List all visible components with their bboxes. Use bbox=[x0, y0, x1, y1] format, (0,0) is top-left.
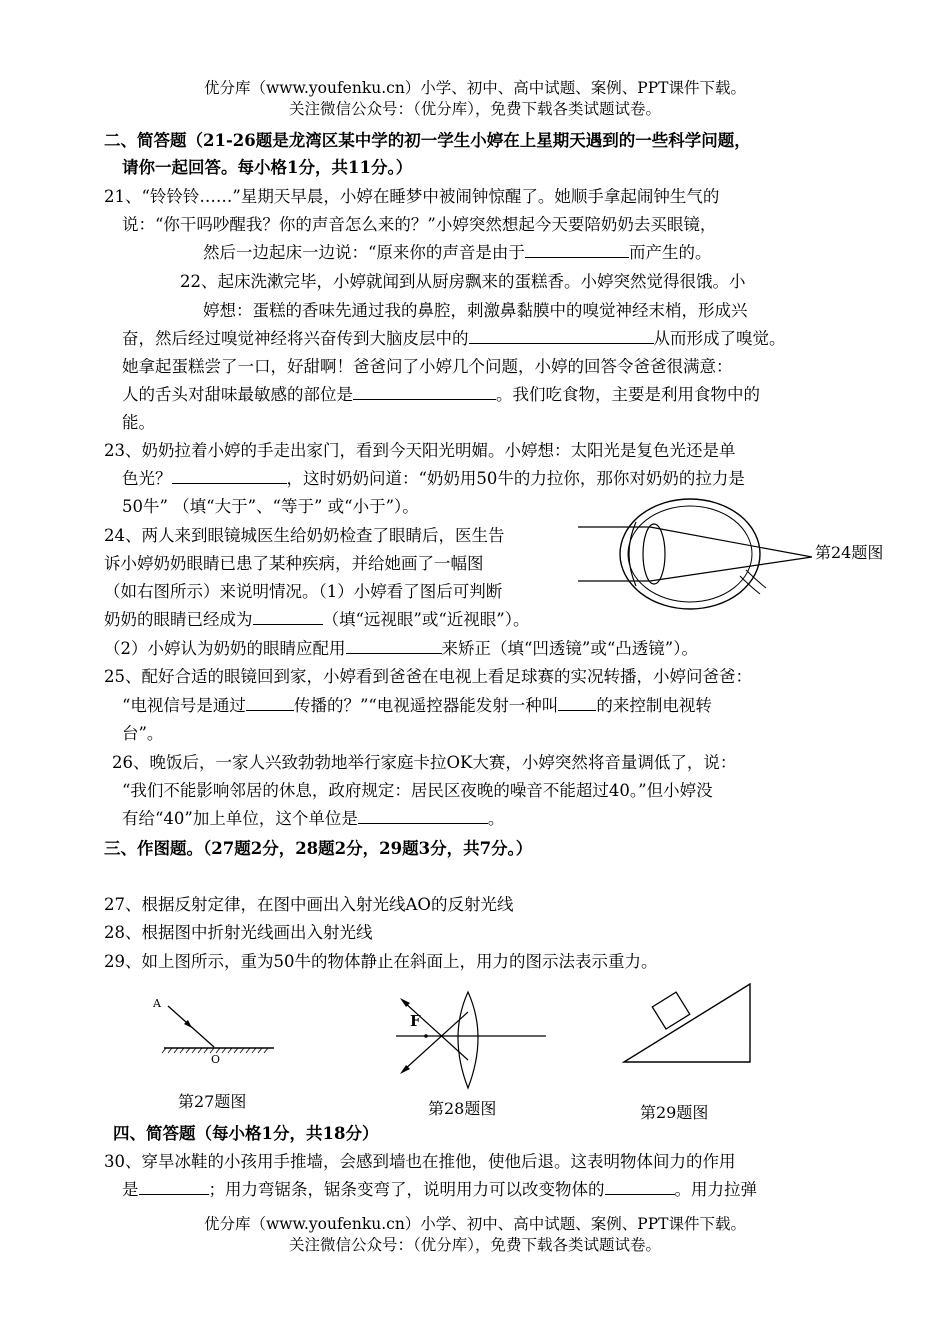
fig29-caption: 第29题图 bbox=[640, 1103, 709, 1122]
fig28-caption: 第28题图 bbox=[428, 1099, 497, 1118]
q22-line1: 22、起床洗漱完毕，小婷就闻到从厨房飘来的蛋糕香。小婷突然觉得很饿。小 bbox=[180, 272, 746, 291]
incline-block-figure bbox=[620, 980, 755, 1065]
fig27-label-a: A bbox=[153, 997, 161, 1010]
fig24-caption: 第24题图 bbox=[815, 543, 884, 562]
q29-text: 29、如上图所示，重为50牛的物体静止在斜面上，用力的图示法表示重力。 bbox=[104, 952, 658, 971]
q25-line2: “电视信号是通过 传播的？”“电视遥控器能发射一种叫 的来控制电视转 bbox=[122, 696, 712, 715]
q24-line5: （2）小婷认为奶奶的眼睛应配用 来矫正（填“凹透镜”或“凸透镜”）。 bbox=[104, 639, 698, 658]
section4-title: 四、简答题（每小格1分，共18分） bbox=[113, 1124, 379, 1143]
q25-answer-blank-1[interactable] bbox=[246, 695, 294, 711]
q22-line3: 奋，然后经过嗅觉神经将兴奋传到大脑皮层中的 从而形成了嗅觉。 bbox=[122, 329, 786, 348]
fig27-caption: 第27题图 bbox=[178, 1092, 247, 1111]
q26-line2: “我们不能影响邻居的休息，政府规定：居民区夜晚的噪音不能超过40。”但小婷没 bbox=[122, 781, 713, 800]
q23-line3: 50牛” （填“大于”、“等于” 或“小于”）。 bbox=[122, 497, 419, 516]
fig27-label-o: O bbox=[211, 1053, 221, 1066]
q26-line1: 26、晚饭后，一家人兴致勃勃地举行家庭卡拉OK大赛，小婷突然将音量调低了，说： bbox=[112, 753, 737, 772]
eye-diagram-figure bbox=[570, 492, 830, 622]
q25-answer-blank-2[interactable] bbox=[558, 695, 596, 711]
q23-answer-blank[interactable] bbox=[172, 468, 287, 484]
q30-answer-blank-1[interactable] bbox=[139, 1179, 209, 1195]
q27-text: 27、根据反射定律，在图中画出入射光线AO的反射光线 bbox=[104, 895, 514, 914]
q28-text: 28、根据图中折射光线画出入射光线 bbox=[104, 923, 373, 942]
q24-line3: （如右图所示）来说明情况。（1）小婷看了图后可判断 bbox=[104, 582, 503, 601]
q21-line2: 说：“你干吗吵醒我？你的声音怎么来的？”小婷突然想起今天要陪奶奶去买眼镜， bbox=[122, 215, 717, 234]
page-header-line1: 优分库（www.youfenku.cn）小学、初中、高中试题、案例、PPT课件下载。 bbox=[203, 79, 747, 97]
q23-line2: 色光？ ，这时奶奶问道：“奶奶用50牛的力拉你，那你对奶奶的拉力是 bbox=[122, 469, 745, 488]
q23-line1: 23、奶奶拉着小婷的手走出家门，看到今天阳光明媚。小婷想：太阳光是复色光还是单 bbox=[104, 441, 736, 460]
page-header-line2: 关注微信公众号：（优分库），免费下载各类试题试卷。 bbox=[288, 100, 661, 118]
q24-line2: 诉小婷奶奶眼睛已患了某种疾病，并给她画了一幅图 bbox=[104, 554, 484, 573]
q21-answer-blank[interactable] bbox=[525, 242, 629, 258]
q30-answer-blank-2[interactable] bbox=[605, 1179, 675, 1195]
q30-line1: 30、穿旱冰鞋的小孩用手推墙，会感到墙也在推他，使他后退。这表明物体间力的作用 bbox=[104, 1152, 736, 1171]
q26-line3: 有给“40”加上单位，这个单位是 。 bbox=[122, 809, 505, 828]
q26-answer-blank[interactable] bbox=[358, 808, 488, 824]
q22-line4: 她拿起蛋糕尝了一口，好甜啊！爸爸问了小婷几个问题，小婷的回答令爸爸很满意： bbox=[122, 357, 733, 376]
q22-line6: 能。 bbox=[122, 413, 155, 432]
fig28-label-f: F bbox=[410, 1012, 421, 1030]
convex-lens-figure bbox=[390, 990, 550, 1090]
q24-answer-blank-2[interactable] bbox=[346, 638, 442, 654]
q21-line3: 然后一边起床一边说：“原来你的声音是由于 而产生的。 bbox=[203, 243, 712, 262]
q22-line2: 婷想：蛋糕的香味先通过我的鼻腔，刺激鼻黏膜中的嗅觉神经末梢，形成兴 bbox=[203, 301, 748, 320]
page-footer-line1: 优分库（www.youfenku.cn）小学、初中、高中试题、案例、PPT课件下载。 bbox=[203, 1215, 747, 1233]
q22-answer-blank-2[interactable] bbox=[353, 384, 496, 400]
section2-title: 二、简答题（21-26题是龙湾区某中学的初一学生小婷在上星期天遇到的一些科学问题， bbox=[104, 131, 751, 150]
q24-line1: 24、两人来到眼镜城医生给奶奶检查了眼睛后，医生告 bbox=[104, 526, 505, 545]
q22-answer-blank-1[interactable] bbox=[469, 328, 654, 344]
page-footer-line2: 关注微信公众号：（优分库），免费下载各类试题试卷。 bbox=[288, 1236, 661, 1254]
q25-line1: 25、配好合适的眼镜回到家，小婷看到爸爸在电视上看足球赛的实况转播，小婷问爸爸： bbox=[104, 667, 752, 686]
q24-line4: 奶奶的眼睛已经成为 （填“远视眼”或“近视眼”）。 bbox=[104, 610, 530, 629]
q25-line3: 台”。 bbox=[122, 724, 164, 743]
q30-line2: 是 ；用力弯锯条，锯条变弯了，说明用力可以改变物体的 。用力拉弹 bbox=[122, 1180, 757, 1199]
q22-line5: 人的舌头对甜味最敏感的部位是 。我们吃食物，主要是利用食物中的 bbox=[122, 385, 760, 404]
section3-title: 三、作图题。（27题2分，28题2分，29题3分，共7分。） bbox=[104, 839, 533, 858]
q24-answer-blank-1[interactable] bbox=[253, 609, 323, 625]
section2-subtitle: 请你一起回答。每小格1分，共11分。） bbox=[122, 158, 413, 177]
q21-line1: 21、“铃铃铃……”星期天早晨，小婷在睡梦中被闹钟惊醒了。她顺手拿起闹钟生气的 bbox=[104, 187, 720, 206]
